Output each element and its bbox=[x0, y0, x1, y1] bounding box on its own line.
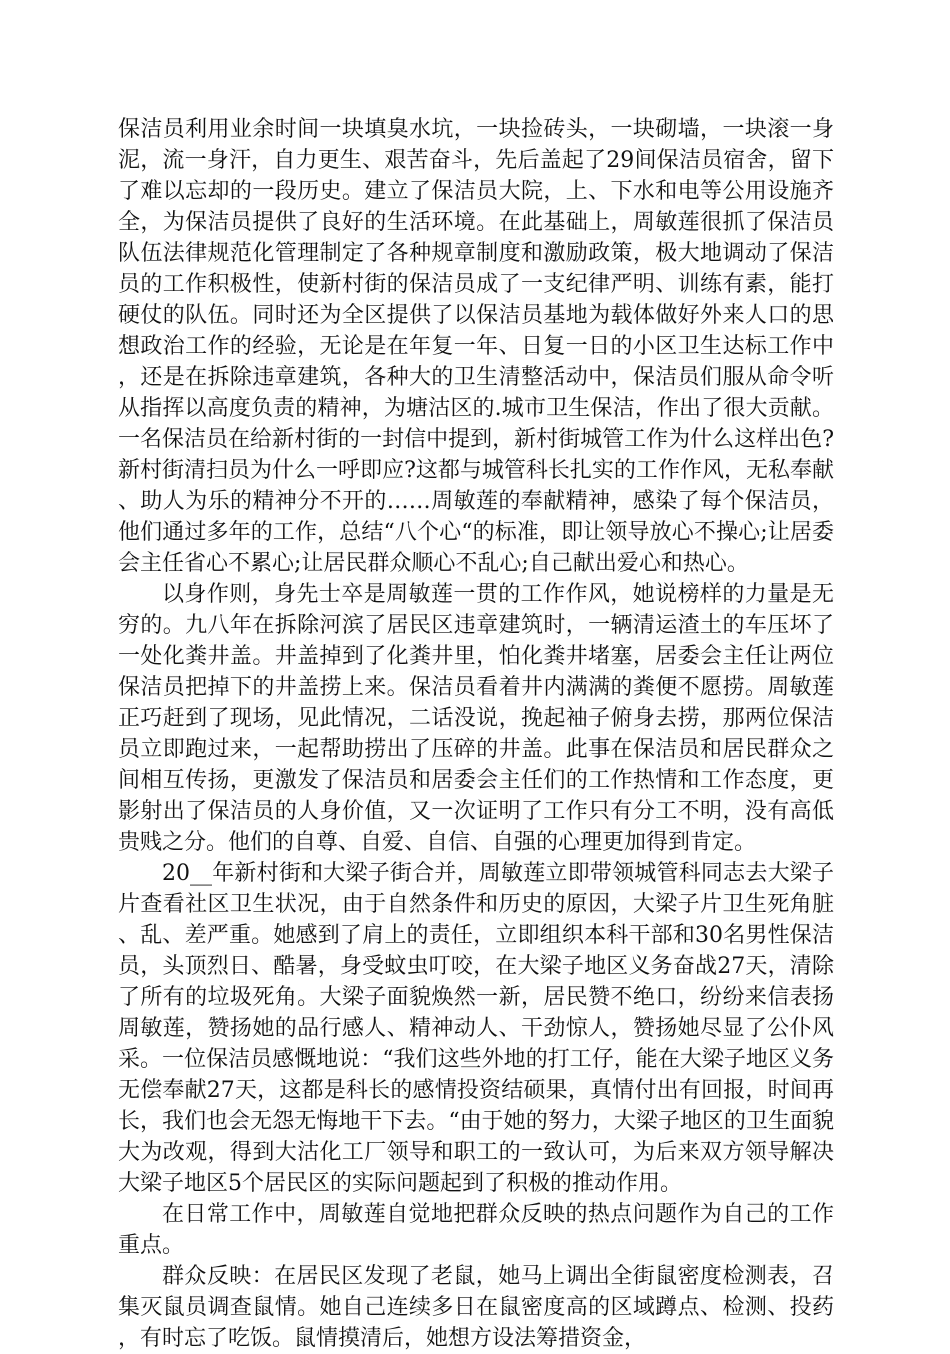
paragraph-5: 群众反映：在居民区发现了老鼠，她马上调出全街鼠密度检测表，召集灭鼠员调查鼠情。她自己连续多日在鼠密度高的区域蹲点、检测、投药，有时忘了吃饭。鼠情摸清后，她想方设法筹措资金， bbox=[118, 1264, 834, 1351]
paragraph-2: 以身作则，身先士卒是周敏莲一贯的工作作风，她说榜样的力量是无穷的。九八年在拆除河滨了居民区违章建筑时，一辆清运渣土的车压坏了一处化粪井盖。井盖掉到了化粪井里，怕化粪井堵塞，居委会主任让两位保洁员把掉下的井盖捞上来。保洁员看着井内满满的粪便不愿捞。周敏莲正巧赶到了现场，见此情况，二话没说，挽起袖子俯身去捞，那两位保洁员立即跑过来，一起帮助捞出了压碎的井盖。此事在保洁员和居民群众之间相互传扬，更激发了保洁员和居委会主任们的工作热情和工作态度，更影射出了保洁员的人身价值，又一次证明了工作只有分工不明，没有高低贵贱之分。他们的自尊、自爱、自信、自强的心理更加得到肯定。 bbox=[118, 582, 834, 855]
paragraph-3: 20__年新村街和大梁子街合并，周敏莲立即带领城管科同志去大梁子片查看社区卫生状况，由于自然条件和历史的原因，大梁子片卫生死角脏、乱、差严重。她感到了肩上的责任，立即组织本科干部和30名男性保洁员，头顶烈日、酷暑，身受蚊虫叮咬，在大梁子地区义务奋战27天，清除了所有的垃圾死角。大梁子面貌焕然一新，居民赞不绝口，纷纷来信表扬周敏莲，赞扬她的品行感人、精神动人、干劲惊人，赞扬她尽显了公仆风采。一位保洁员感慨地说：“我们这些外地的打工仔，能在大梁子地区义务无偿奉献27天，这都是科长的感情投资结硕果，真情付出有回报，时间再长，我们也会无怨无悔地干下去。“由于她的努力，大梁子地区的卫生面貌大为改观，得到大沽化工厂领导和职工的一致认可，为后来双方领导解决大梁子地区5个居民区的实际问题起到了积极的推动作用。 bbox=[118, 861, 834, 1196]
paragraph-4: 在日常工作中，周敏莲自觉地把群众反映的热点问题作为自己的工作重点。 bbox=[118, 1202, 834, 1258]
document-body bbox=[118, 114, 834, 1354]
paragraph-1: 保洁员利用业余时间一块填臭水坑，一块捡砖头，一块砌墙，一块滚一身泥，流一身汗，自力更生、艰苦奋斗，先后盖起了29间保洁员宿舍，留下了难以忘却的一段历史。建立了保洁员大院，上、下水和电等公用设施齐全，为保洁员提供了良好的生活环境。在此基础上，周敏莲很抓了保洁员队伍法律规范化管理制定了各种规章制度和激励政策，极大地调动了保洁员的工作积极性，使新村街的保洁员成了一支纪律严明、训练有素，能打硬仗的队伍。同时还为全区提供了以保洁员基地为载体做好外来人口的思想政治工作的经验，无论是在年复一年、日复一日的小区卫生达标工作中，还是在拆除违章建筑，各种大的卫生清整活动中，保洁员们服从命令听从指挥以高度负责的精神，为塘沽区的.城市卫生保洁，作出了很大贡献。一名保洁员在给新村街的一封信中提到，新村街城管工作为什么这样出色?新村街清扫员为什么一呼即应?这都与城管科长扎实的工作作风，无私奉献、助人为乐的精神分不开的……周敏莲的奉献精神，感染了每个保洁员，他们通过多年的工作，总结“八个心“的标准，即让领导放心不操心;让居委会主任省心不累心;让居民群众顺心不乱心;自己献出爱心和热心。 bbox=[118, 117, 834, 576]
